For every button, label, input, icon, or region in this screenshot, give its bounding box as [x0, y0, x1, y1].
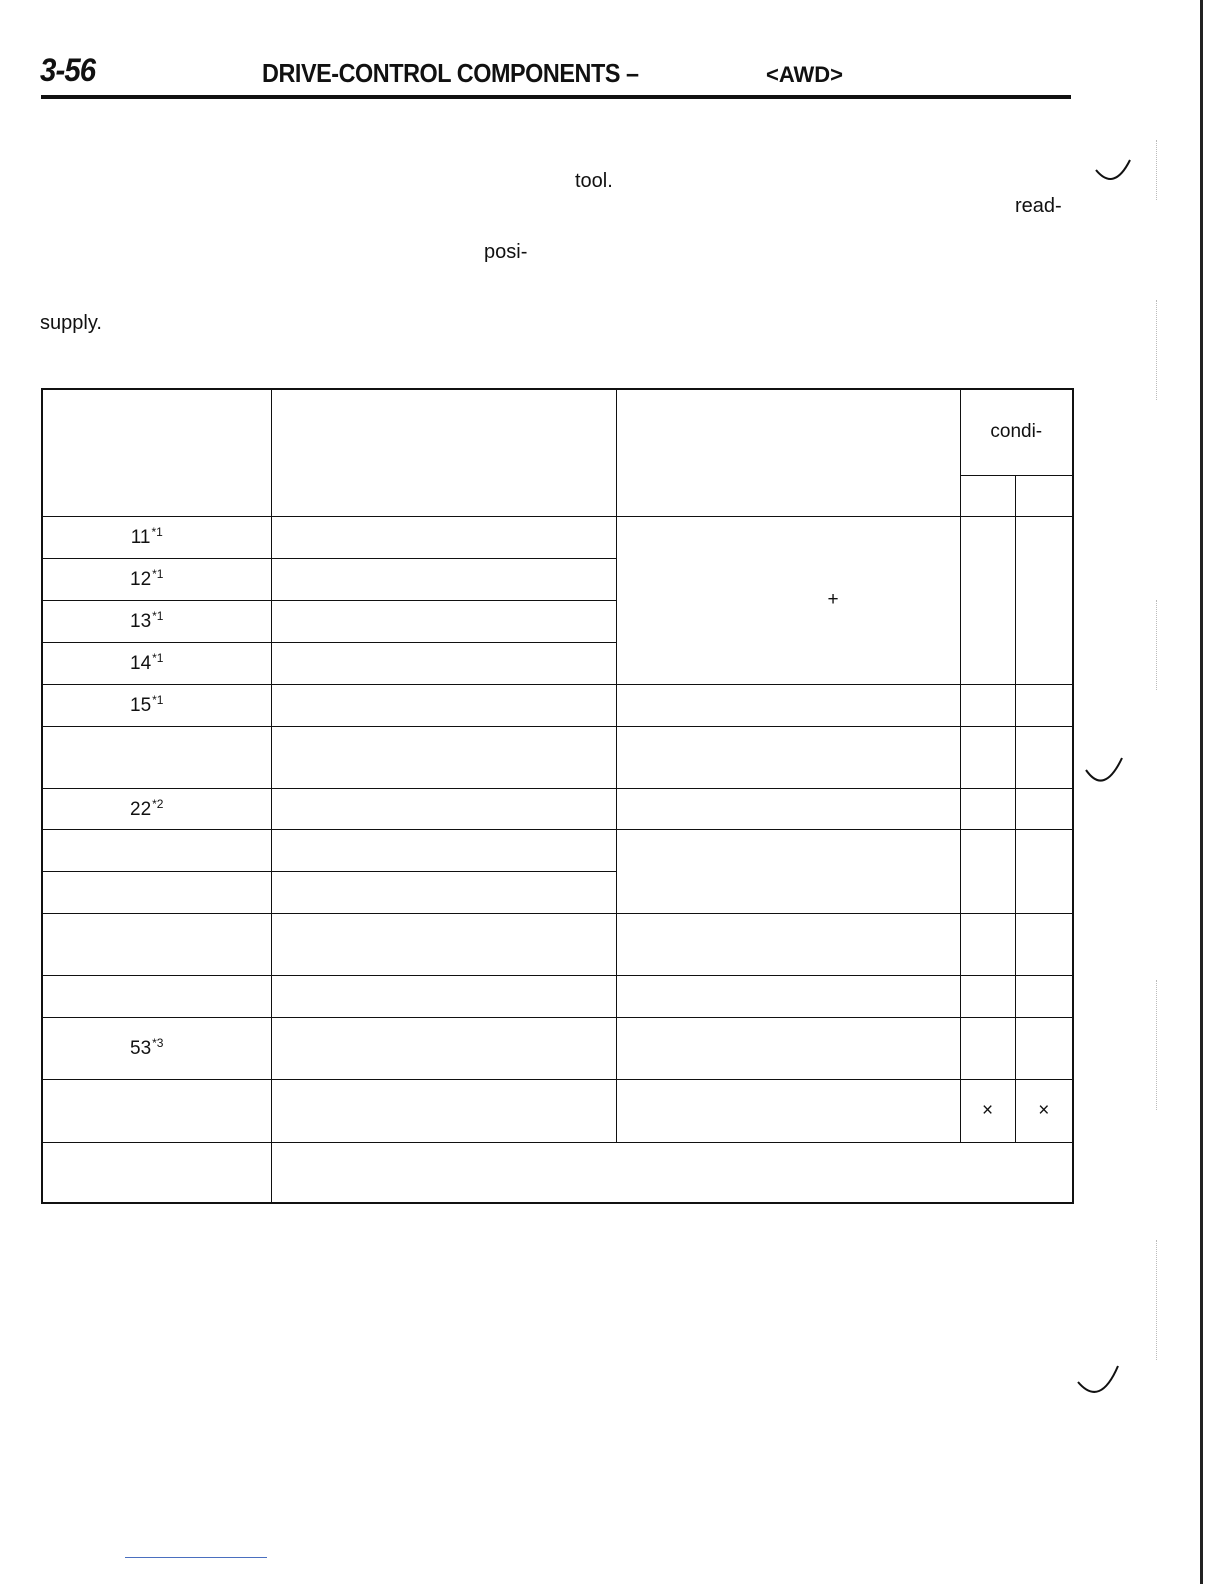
- item-cond-a: [960, 975, 1015, 1017]
- binder-guide: [1156, 140, 1157, 200]
- item-number: [42, 975, 271, 1017]
- table-row: [42, 1079, 1073, 1142]
- merged-cond-b: [1015, 516, 1073, 684]
- merged-cond-a: [960, 516, 1015, 684]
- item-number: [42, 1142, 271, 1203]
- item-cond-a: [960, 1017, 1015, 1079]
- item-number: [42, 829, 271, 871]
- item-number: 15$^{*1}$: [42, 684, 271, 726]
- binder-guide: [1156, 1240, 1157, 1360]
- header-cell-value: [616, 389, 960, 516]
- item-cond-b: [1015, 975, 1073, 1017]
- plus-sign: +: [827, 589, 839, 610]
- item-number: 13$^{*1}$: [42, 600, 271, 642]
- item-cond-a: [960, 913, 1015, 975]
- item-name: [271, 788, 616, 829]
- item-number: [42, 913, 271, 975]
- item-number: [42, 1079, 271, 1142]
- binder-hole-icon: [1074, 1360, 1120, 1406]
- text-fragment-posi: posi-: [484, 241, 528, 263]
- text-fragment-supply: supply.: [40, 312, 102, 334]
- item-value: [616, 913, 960, 975]
- item-number: [42, 726, 271, 788]
- item-name: [271, 516, 616, 558]
- note-cell: [271, 1142, 1073, 1203]
- table-row: [42, 788, 1073, 829]
- footer-rule: [125, 1557, 267, 1558]
- table-row: [42, 726, 1073, 788]
- item-name: [271, 913, 616, 975]
- cross-mark: ×: [960, 1079, 1015, 1142]
- text-fragment-read: read-: [1015, 195, 1062, 217]
- item-value: [616, 975, 960, 1017]
- page-edge: [1200, 0, 1203, 1584]
- item-name: [271, 726, 616, 788]
- merged-value-cell: [616, 516, 960, 684]
- table-row: [42, 913, 1073, 975]
- item-value: [616, 726, 960, 788]
- header-cell-item: [42, 389, 271, 516]
- binder-hole-icon: [1082, 748, 1128, 794]
- item-name: [271, 558, 616, 600]
- page-title: DRIVE-CONTROL COMPONENTS –: [262, 58, 639, 88]
- item-name: [271, 600, 616, 642]
- item-number: 22$^{*2}$: [42, 788, 271, 829]
- header-cell-cond-a: [960, 475, 1015, 516]
- header-cell-name: [271, 389, 616, 516]
- page-number: 3-56: [40, 52, 96, 88]
- table-row: [42, 1142, 1073, 1203]
- text-fragment-tool: tool.: [575, 170, 613, 192]
- header-cell-condition: condi-: [960, 389, 1073, 475]
- item-number: 53$^{*3}$: [42, 1017, 271, 1079]
- item-value: [616, 684, 960, 726]
- merged-cond-b: [1015, 829, 1073, 913]
- page-title-tag: <AWD>: [766, 62, 844, 87]
- item-cond-b: [1015, 788, 1073, 829]
- item-name: [271, 1079, 616, 1142]
- item-cond-a: [960, 788, 1015, 829]
- item-name: [271, 871, 616, 913]
- binder-hole-icon: [1092, 144, 1138, 190]
- item-name: [271, 1017, 616, 1079]
- binder-guide: [1156, 980, 1157, 1110]
- item-number: [42, 871, 271, 913]
- item-name: [271, 829, 616, 871]
- item-name: [271, 975, 616, 1017]
- item-value: [616, 1017, 960, 1079]
- cross-mark: ×: [1015, 1079, 1073, 1142]
- binder-guide: [1156, 300, 1157, 400]
- table-row: [42, 684, 1073, 726]
- item-cond-a: [960, 684, 1015, 726]
- table-row: [42, 975, 1073, 1017]
- item-value: [616, 1079, 960, 1142]
- item-cond-b: [1015, 726, 1073, 788]
- item-cond-b: [1015, 684, 1073, 726]
- item-value: [616, 788, 960, 829]
- merged-cond-a: [960, 829, 1015, 913]
- item-name: [271, 642, 616, 684]
- header-rule: [41, 95, 1071, 99]
- item-number: 14$^{*1}$: [42, 642, 271, 684]
- header-cell-cond-b: [1015, 475, 1073, 516]
- merged-value-cell: [616, 829, 960, 913]
- table-row: [42, 1017, 1073, 1079]
- spec-table: [41, 388, 1074, 1204]
- table-row: [42, 829, 1073, 871]
- binder-guide: [1156, 600, 1157, 690]
- item-cond-b: [1015, 1017, 1073, 1079]
- item-number: 11$^{*1}$: [42, 516, 271, 558]
- item-name: [271, 684, 616, 726]
- item-cond-a: [960, 726, 1015, 788]
- item-cond-b: [1015, 913, 1073, 975]
- item-number: 12$^{*1}$: [42, 558, 271, 600]
- table-row: [42, 516, 1073, 558]
